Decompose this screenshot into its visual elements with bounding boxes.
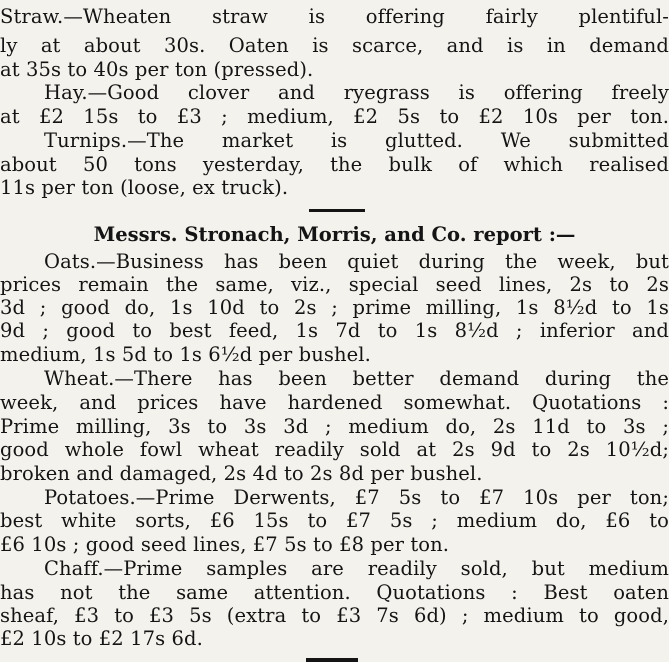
text-line: Chaff.—Prime samples are readily sold, but medium (44, 558, 669, 580)
text-line: has not the same attention. Quotations : Best oaten (0, 582, 669, 604)
text-line: 9d ; good to best feed, 1s 7d to 1s 8½d ; inferior and (0, 320, 669, 342)
text-line: medium, 1s 5d to 1s 6½d per bushel. (0, 344, 371, 366)
text-line: Wheat.—There has been better demand during the (44, 368, 669, 390)
text-line: £6 10s ; good seed lines, £7 5s to £8 per ton. (0, 534, 450, 556)
text-line: Prime milling, 3s to 3s 3d ; medium do, 2s 11d to 3s ; (0, 416, 669, 438)
text-line: 11s per ton (loose, ex truck). (0, 177, 289, 199)
section-divider (309, 209, 365, 212)
text-line: 3d ; good do, 1s 10d to 2s ; prime milling, 1s 8½d to 1s (0, 297, 669, 319)
text-line: ly at about 30s. Oaten is scarce, and is in demand (0, 35, 669, 57)
text-line: Hay.—Good clover and ryegrass is offering freely (44, 82, 669, 104)
text-line: week, and prices have hardened somewhat. Quotations : (0, 392, 669, 414)
text-line: sheaf, £3 to £3 5s (extra to £3 7s 6d) ; medium to good, (0, 605, 669, 627)
text-line: broken and damaged, 2s 4d to 2s 8d per bushel. (0, 463, 483, 485)
text-line: at £2 15s to £3 ; medium, £2 5s to £2 10s per ton. (0, 106, 669, 128)
text-line: about 50 tons yesterday, the bulk of which realised (0, 154, 669, 176)
report-heading: Messrs. Stronach, Morris, and Co. report :— (93, 223, 576, 246)
text-line: £2 10s to £2 17s 6d. (0, 628, 203, 650)
text-line: Turnips.—The market is glutted. We submitted (44, 130, 669, 152)
text-line: good whole fowl wheat readily sold at 2s 9d to 2s 10½d; (0, 439, 669, 461)
text-line: at 35s to 40s per ton (pressed). (0, 59, 314, 81)
text-line: best white sorts, £6 15s to £7 5s ; medium do, £6 to (0, 510, 669, 532)
text-line: prices remain the same, viz., special seed lines, 2s to 2s (0, 274, 669, 296)
text-line: Potatoes.—Prime Derwents, £7 5s to £7 10s per ton; (44, 487, 669, 509)
section-divider (306, 658, 358, 662)
text-line: Oats.—Business has been quiet during the week, but (44, 251, 669, 273)
text-line: Straw.—Wheaten straw is offering fairly plentiful- (0, 6, 669, 28)
